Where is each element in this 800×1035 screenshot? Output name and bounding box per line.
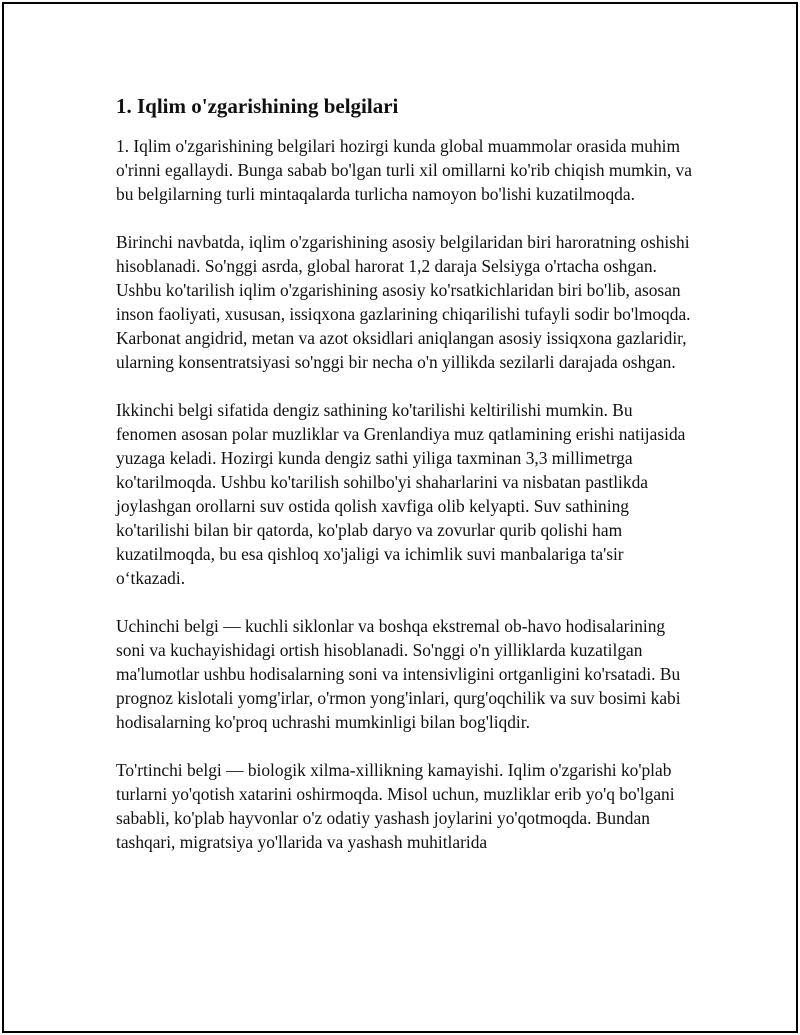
paragraph-biodiversity: To'rtinchi belgi — biologik xilma-xillikning kamayishi. Iqlim o'zgarishi ko'plab turlarni yo'qotish xatarini oshirmoqda. Misol uchun, muzliklar erib yo'q bo'lgani sababli, ko'plab hayvonlar o'z odatiy yashash joylarini yo'qotmoqda. Bundan tashqari, migratsiya yo'llarida va yashash muhitlarida <box>116 760 675 852</box>
paragraph-extreme-weather: Uchinchi belgi — kuchli siklonlar va boshqa ekstremal ob-havo hodisalarining soni va kuchayishidagi ortish hisoblanadi. So'nggi o'n yilliklarda kuzatilgan ma'lumotlar ushbu hodisalarning soni va intensivligini ortganligini ko'rsatadi. Bu prognoz kislotali yomg'irlar, o'rmon yong'inlari, qurg'oqchilik va suv bosimi kabi hodisalarning ko'proq uchrashi mumkinligi bilan bog'liqdir. <box>116 616 681 732</box>
section-heading: 1. Iqlim o'zgarishining belgilari <box>116 94 399 118</box>
paragraph-sea-level: Ikkinchi belgi sifatida dengiz sathining ko'tarilishi keltirilishi mumkin. Bu fenomen asosan polar muzliklar va Grenlandiya muz qatlamining erishi natijasida yuzaga keladi. Hozirgi kunda dengiz sathi yiliga taxminan 3,3 millimetrga ko'tarilmoqda. Ushbu ko'tarilish sohilbo'yi shaharlarini va nisbatan pastlikda joylashgan orollarni suv ostida qolish xavfiga olib kelyapti. Suv sathining ko'tarilishi bilan bir qatorda, ko'plab daryo va zovurlar qurib qolishi ham kuzatilmoqda, bu esa qishloq xo'jaligi va ichimlik suvi manbalariga ta'sir o‘tkazadi. <box>116 400 686 588</box>
document-body <box>116 92 696 878</box>
paragraph-temperature: Birinchi navbatda, iqlim o'zgarishining asosiy belgilaridan biri haroratning oshishi hisoblanadi. So'nggi asrda, global harorat 1,2 daraja Selsiyga o'rtacha oshgan. Ushbu ko'tarilish iqlim o'zgarishining asosiy ko'rsatkichlaridan biri bo'lib, asosan inson faoliyati, xususan, issiqxona gazlarining chiqarilishi tufayli sodir bo'lmoqda. Karbonat angidrid, metan va azot oksidlari aniqlangan asosiy issiqxona gazlaridir, ularning konsentratsiyasi so'nggi bir necha o'n yillikda sezilarli darajada oshgan. <box>116 232 691 372</box>
paragraph-intro: 1. Iqlim o'zgarishining belgilari hozirgi kunda global muammolar orasida muhim o'rinni egallaydi. Bunga sabab bo'lgan turli xil omillarni ko'rib chiqish mumkin, va bu belgilarning turli mintaqalarda turlicha namoyon bo'lishi kuzatilmoqda. <box>116 136 692 204</box>
